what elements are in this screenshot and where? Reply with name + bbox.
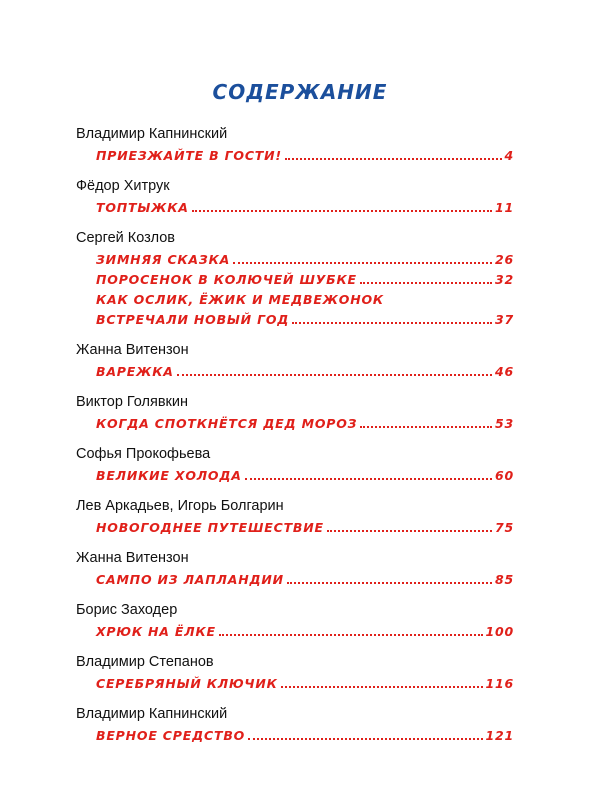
toc-entry [76,497,514,535]
author-name: Владимир Капнинский [76,126,228,142]
dot-leader [327,530,492,532]
author-name: Жанна Витензон [76,342,189,358]
page-number: 32 [495,272,514,287]
author-name: Фёдор Хитрук [76,178,170,194]
story-link[interactable] [96,267,514,287]
story-link[interactable] [96,411,514,431]
page-number: 53 [495,416,514,431]
table-of-contents [76,125,514,757]
dot-leader [360,282,492,284]
story-title: СЕРЕБРЯНЫЙ КЛЮЧИК [96,676,278,691]
story-link[interactable] [96,463,514,483]
toc-entry [76,393,514,431]
author-name: Виктор Голявкин [76,394,189,410]
page-number: 85 [495,572,514,587]
toc-entry [76,445,514,483]
author-name: Борис Заходер [76,602,178,618]
dot-leader [177,374,492,376]
dot-leader [192,210,492,212]
story-link[interactable] [96,723,514,743]
story-link[interactable] [96,619,514,639]
toc-entry [76,653,514,691]
dot-leader [360,426,492,428]
story-title: ТОПТЫЖКА [96,200,189,215]
story-title: ВАРЕЖКА [96,364,174,379]
story-title: ЗИМНЯЯ СКАЗКА [96,252,231,267]
toc-entry [76,229,514,327]
story-title: ХРЮК НА ЁЛКЕ [96,624,216,639]
page-number: 100 [485,624,514,639]
dot-leader [248,738,482,740]
page-number: 46 [495,364,514,379]
dot-leader [285,158,502,160]
page-number: 26 [495,252,514,267]
toc-entry [76,601,514,639]
story-title: ВЕЛИКИЕ ХОЛОДА [96,468,242,483]
toc-entry [76,125,514,163]
dot-leader [292,322,492,324]
page-number: 37 [495,312,514,327]
toc-entry [76,549,514,587]
story-title-first-line[interactable]: КАК ОСЛИК, ЁЖИК И МЕДВЕЖОНОК [96,292,384,307]
page-number: 75 [495,520,514,535]
page-number: 121 [485,728,514,743]
story-link[interactable] [96,247,514,267]
author-name: Сергей Козлов [76,230,175,246]
story-title: САМПО ИЗ ЛАПЛАНДИИ [96,572,284,587]
story-link[interactable] [96,515,514,535]
story-title: КОГДА СПОТКНЁТСЯ ДЕД МОРОЗ [96,416,358,431]
story-title: ВЕРНОЕ СРЕДСТВО [96,728,246,743]
story-link[interactable] [96,307,514,327]
author-name: Лев Аркадьев, Игорь Болгарин [76,498,284,514]
toc-entry [76,705,514,743]
story-title: ПОРОСЕНОК В КОЛЮЧЕЙ ШУБКЕ [96,272,357,287]
page-number: 116 [485,676,514,691]
story-link[interactable] [96,359,514,379]
author-name: Софья Прокофьева [76,446,211,462]
story-title: ПРИЕЗЖАЙТЕ В ГОСТИ! [96,148,282,163]
dot-leader [287,582,492,584]
author-name: Жанна Витензон [76,550,189,566]
story-title: НОВОГОДНЕЕ ПУТЕШЕСТВИЕ [96,520,324,535]
story-link[interactable] [96,567,514,587]
dot-leader [245,478,492,480]
page-number: 4 [504,148,514,163]
page-number: 11 [495,200,514,215]
page-number: 60 [495,468,514,483]
toc-entry [76,341,514,379]
story-link[interactable] [96,671,514,691]
author-name: Владимир Капнинский [76,706,228,722]
dot-leader [281,686,483,688]
story-link[interactable] [96,143,514,163]
toc-entry [76,177,514,215]
story-title: ВСТРЕЧАЛИ НОВЫЙ ГОД [96,312,290,327]
story-link[interactable] [96,195,514,215]
page-title: СОДЕРЖАНИЕ [212,80,388,104]
dot-leader [219,634,483,636]
dot-leader [233,262,492,264]
author-name: Владимир Степанов [76,654,214,670]
